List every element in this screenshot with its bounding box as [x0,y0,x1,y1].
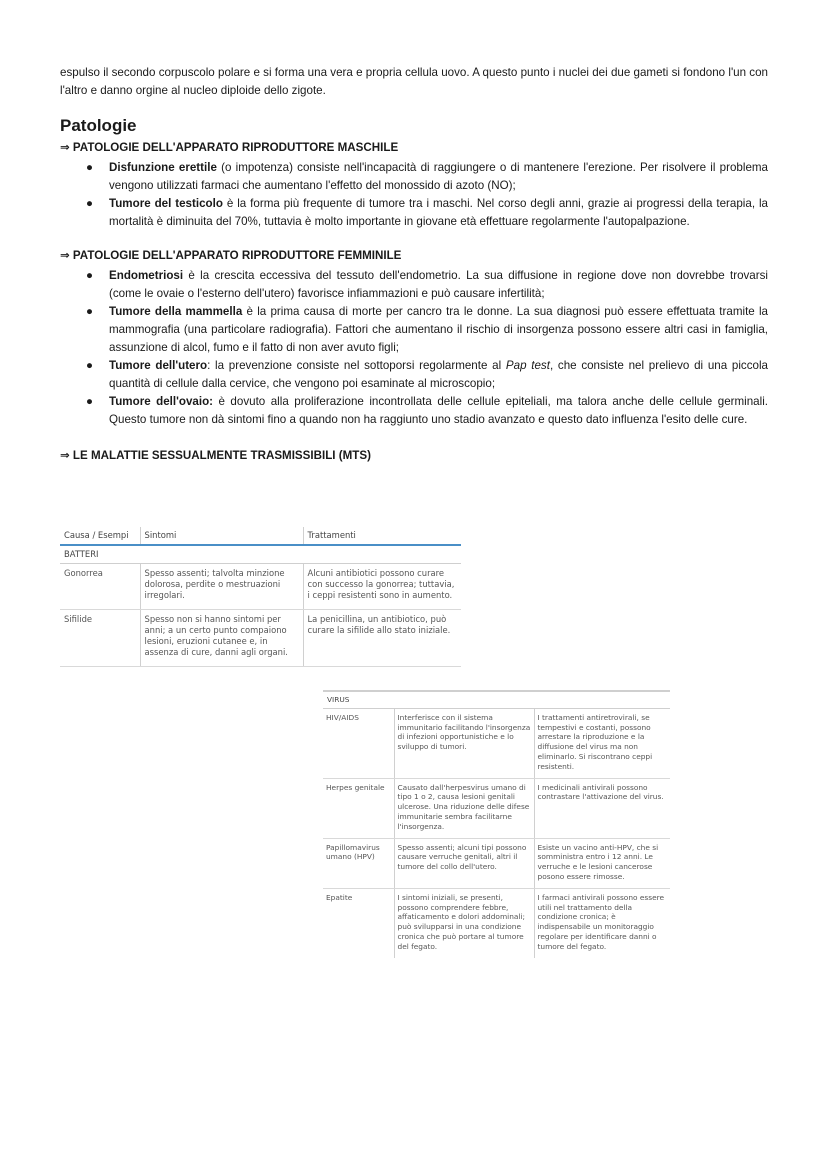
list-item [60,393,768,429]
table-cell: I trattamenti antiretrovirali, se tempestivi e costanti, possono arrestare la riproduzione e la diffusione del virus ma non eliminarlo. Si riscontrano ceppi resistenti. [534,708,670,778]
group-label: BATTERI [60,545,461,564]
table-cell: Interferisce con il sistema immunitario facilitando l'insorgenza di infezioni opportunistiche e lo sviluppo di tumori. [394,708,534,778]
bullet-icon: ● [86,359,94,372]
table-cell: Sifilide [60,610,140,667]
item-emphasis: Pap test [505,359,550,372]
item-term: Tumore dell'utero [109,359,208,372]
item-term: Tumore della mammella [109,305,243,318]
list-item [60,357,768,393]
table-header-row [60,527,461,545]
section-title: Patologie [60,116,137,135]
column-header: Sintomi [140,527,303,545]
table-cell: HIV/AIDS [323,708,394,778]
item-text: è la prima causa di morte per cancro tra le donne. La sua diagnosi può essere effettuata tramite la mammografia (una particolare radiografia). Fattori che aumentano il rischio di insorgenza possono essere altri casi in famiglia, assunzione di alcol, fumo e il fatto di non aver avuto figli; [109,305,769,354]
column-header: Trattamenti [303,527,461,545]
male-pathologies-heading: ⇒ PATOLOGIE DELL'APPARATO RIPRODUTTORE MASCHILE [60,141,399,154]
bullet-icon: ● [86,269,94,282]
item-term: Tumore dell'ovaio: [109,395,214,408]
virus-table [323,690,670,958]
mts-heading: ⇒ LE MALATTIE SESSUALMENTE TRASMISSIBILI (MTS) [60,449,371,462]
item-term: Tumore del testicolo [109,197,223,210]
table-cell: I farmaci antivirali possono essere utili nel trattamento della condizione cronica; è indispensabile un monitoraggio regolare per identificare danni o tumore del fegato. [537,892,665,951]
table-row [60,610,461,667]
table-cell: Spesso assenti; alcuni tipi possono causare verruche genitali, altri il tumore del collo dell'utero. [394,838,534,888]
table-cell: Causato dall'herpesvirus umano di tipo 1 o 2, causa lesioni genitali ulcerose. Una riduzione delle difese immunitarie sembra facilitarne l'insorgenza. [394,778,534,838]
item-text: , che consiste nel prelievo di una piccola quantità di cellule dalla cervice, che vengono poi esaminate al microscopio; [109,359,768,390]
bullet-icon: ● [86,395,94,408]
item-term: Disfunzione erettile [109,161,217,174]
item-text: : la prevenzione consiste nel sottoporsi regolarmente al [207,359,506,372]
list-item [60,159,768,195]
bullet-icon: ● [86,305,94,318]
male-pathologies-list [60,159,768,231]
column-header: Causa / Esempi [60,527,140,545]
item-text: (o impotenza) consiste nell'incapacità di raggiungere o di mantenere l'erezione. Per risolvere il problema vengono utilizzati farmaci che aumentano l'effetto del monossido di azoto (NO); [109,161,768,192]
item-text: è dovuto alla proliferazione incontrollata delle cellule epiteliali, ma talora anche delle cellule germinali. Questo tumore non dà sintomi fino a quando non ha raggiunto uno stadio avanzato e questo dato influenza l'esito delle cure. [109,395,769,426]
table-row [323,888,670,957]
list-item [60,303,768,357]
table-row [323,708,670,778]
table-cell: I medicinali antivirali possono contrastare l'attivazione del virus. [534,778,670,838]
table-cell: I sintomi iniziali, se presenti, possono comprendere febbre, affaticamento e dolori addominali; può svilupparsi in una condizione cronica che può portare al tumore del fegato. [394,888,534,957]
table-group-row [323,691,670,708]
female-pathologies-heading: ⇒ PATOLOGIE DELL'APPARATO RIPRODUTTORE FEMMINILE [60,249,402,262]
bullet-icon: ● [86,197,94,210]
bacteria-table [60,527,461,667]
table-cell: La penicillina, un antibiotico, può curare la sifilide allo stato iniziale. [303,610,461,667]
table-cell: Esiste un vacino anti-HPV, che si somministra entro i 12 anni. Le verruche e le lesioni cancerose posono essere rimosse. [534,838,670,888]
table-group-row [60,545,461,564]
female-pathologies-list [60,267,768,429]
table-cell: Alcuni antibiotici possono curare con successo la gonorrea; tuttavia, i ceppi resistenti sono in aumento. [303,564,461,610]
list-item [60,267,768,303]
item-term: Endometriosi [109,269,184,282]
table-cell: Spesso assenti; talvolta minzione dolorosa, perdite o mestruazioni irregolari. [140,564,303,610]
item-text: è la forma più frequente di tumore tra i maschi. Nel corso degli anni, grazie ai progressi della terapia, la mortalità è diminuita del 70%, tuttavia è molto importante in giovane età effettuare regolarmente l'autopalpazione. [109,197,768,228]
table-cell: Epatite [323,888,394,957]
table-row [323,838,670,888]
table-cell: Gonorrea [60,564,140,610]
table-row [60,564,461,610]
table-cell: Spesso non si hanno sintomi per anni; a un certo punto compaiono lesioni, eruzioni cutanee e, in assenza di cure, danni agli organi. [140,610,303,667]
list-item [60,195,768,231]
document-page [60,64,768,467]
table-row [323,778,670,838]
table-cell: Papillomavirus umano (HPV) [323,838,394,888]
bullet-icon: ● [86,161,94,174]
group-label: VIRUS [323,691,670,708]
table-cell: Herpes genitale [323,778,394,838]
intro-paragraph: espulso il secondo corpuscolo polare e si forma una vera e propria cellula uovo. A questo punto i nuclei dei due gameti si fondono l'un con l'altro e danno orgine al nucleo diploide dello zigote. [60,66,768,97]
item-text: è la crescita eccessiva del tessuto dell'endometrio. La sua diffusione in regione dove non dovrebbe trovarsi (come le ovaie o l'esterno dell'utero) favorisce infiammazioni e può causare infertilità; [109,269,768,300]
